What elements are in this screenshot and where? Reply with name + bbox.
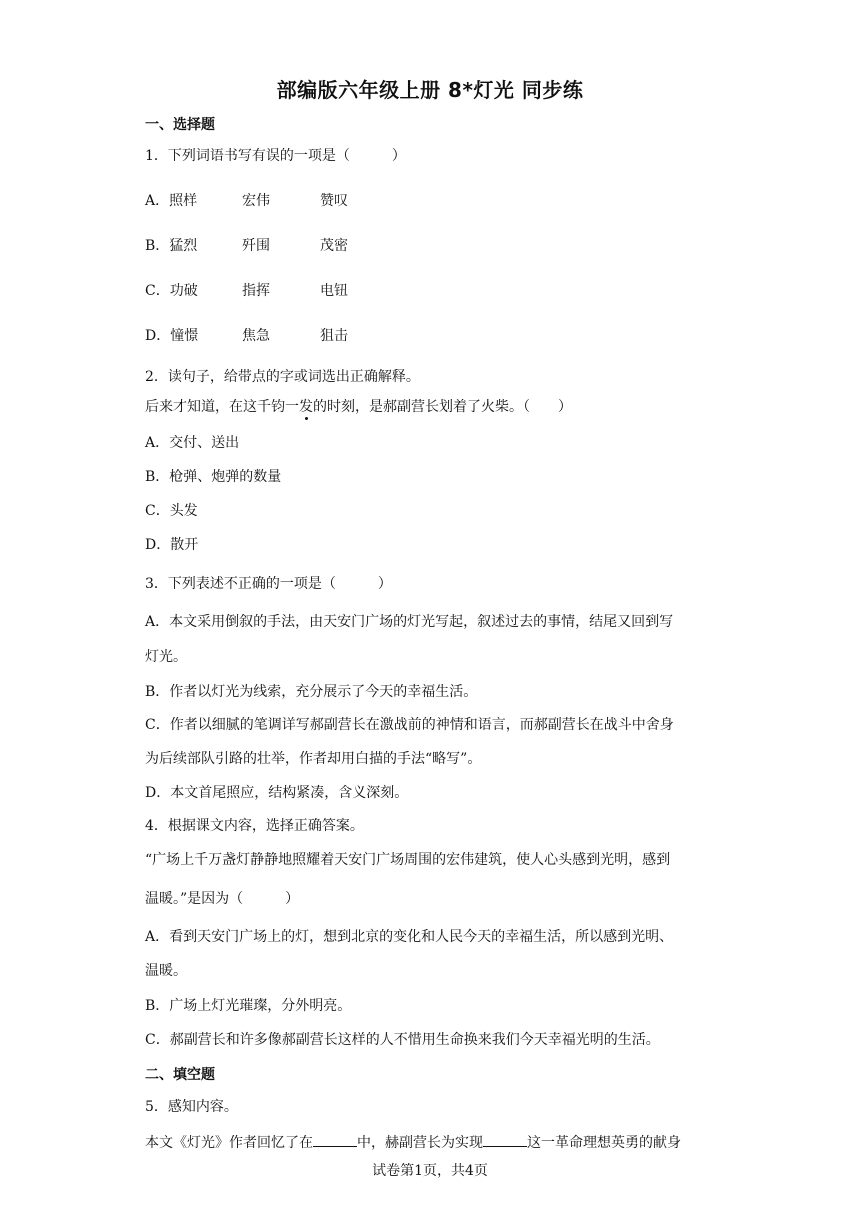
- dotted-character: 发: [299, 399, 313, 415]
- question-2-option-c: C．头发: [145, 503, 198, 519]
- question-4-quote-cont: 温暖。”是因为（ ）: [145, 891, 300, 907]
- question-2-option-b: B．枪弹、炮弹的数量: [145, 469, 282, 485]
- option-word: B．猛烈: [145, 238, 198, 254]
- question-2-sentence: [145, 398, 572, 416]
- page-footer: 试卷第1页，共4页: [372, 1163, 488, 1179]
- question-3-option-a-cont: 灯光。: [145, 649, 187, 665]
- section-heading-fill: 二、填空题: [145, 1067, 215, 1083]
- section-heading-choice: 一、选择题: [145, 117, 215, 133]
- option-word: 歼围: [242, 238, 270, 254]
- question-2-option-d: D．散开: [145, 537, 199, 553]
- question-1-option-d: [145, 327, 348, 345]
- question-5-text: [145, 1132, 681, 1152]
- question-4-option-c: C．郝副营长和许多像郝副营长这样的人不惜用生命换来我们今天幸福光明的生活。: [145, 1032, 660, 1048]
- option-word: 宏伟: [242, 193, 270, 209]
- option-word: D．憧憬: [145, 328, 199, 344]
- option-word: C．功破: [145, 283, 198, 299]
- question-3-option-b: B．作者以灯光为线索，充分展示了今天的幸福生活。: [145, 684, 478, 700]
- question-3-option-d: D．本文首尾照应，结构紧凑，含义深刻。: [145, 785, 409, 801]
- question-3-option-c: C．作者以细腻的笔调详写郝副营长在激战前的神情和语言，而郝副营长在战斗中舍身: [145, 717, 674, 733]
- option-word: 茂密: [320, 238, 348, 254]
- fill-text: 本文《灯光》作者回忆了在: [145, 1135, 313, 1151]
- question-2-stem: 2．读句子，给带点的字或词选出正确解释。: [145, 369, 420, 385]
- answer-blank[interactable]: [313, 1132, 357, 1147]
- question-2-option-a: A．交付、送出: [145, 435, 240, 451]
- page-title: 部编版六年级上册 8*灯光 同步练: [276, 78, 584, 102]
- option-word: 指挥: [242, 283, 270, 299]
- sentence-text: 的时刻，是郝副营长划着了火柴。（ ）: [313, 399, 572, 415]
- question-4-option-a: A．看到天安门广场上的灯，想到北京的变化和人民今天的幸福生活，所以感到光明、: [145, 929, 674, 945]
- option-word: 焦急: [242, 328, 270, 344]
- question-4-stem: 4．根据课文内容，选择正确答案。: [145, 818, 364, 834]
- fill-text: 这一革命理想英勇的献身: [527, 1135, 681, 1151]
- question-4-option-a-cont: 温暖。: [145, 963, 187, 979]
- answer-blank[interactable]: [483, 1132, 527, 1147]
- question-3-option-a: A．本文采用倒叙的手法，由天安门广场的灯光写起，叙述过去的事情，结尾又回到写: [145, 614, 674, 630]
- question-3-stem: 3．下列表述不正确的一项是（ ）: [145, 576, 392, 592]
- question-1-option-b: [145, 237, 348, 255]
- fill-text: 中，赫副营长为实现: [357, 1135, 483, 1151]
- option-word: 狙击: [320, 328, 348, 344]
- question-1-option-c: [145, 282, 348, 300]
- question-5-stem: 5．感知内容。: [145, 1099, 238, 1115]
- question-4-quote: “广场上千万盏灯静静地照耀着天安门广场周围的宏伟建筑，使人心头感到光明，感到: [145, 852, 671, 868]
- sentence-text: 后来才知道，在这千钧一: [145, 399, 299, 415]
- option-word: 电钮: [320, 283, 348, 299]
- option-word: A．照样: [145, 193, 198, 209]
- option-word: 赞叹: [320, 193, 348, 209]
- question-3-option-c-cont: 为后续部队引路的壮举，作者却用白描的手法“略写”。: [145, 751, 482, 767]
- question-1-option-a: [145, 192, 348, 210]
- question-1-stem: 1．下列词语书写有误的一项是（ ）: [145, 148, 406, 164]
- question-4-option-b: B．广场上灯光璀璨，分外明亮。: [145, 998, 352, 1014]
